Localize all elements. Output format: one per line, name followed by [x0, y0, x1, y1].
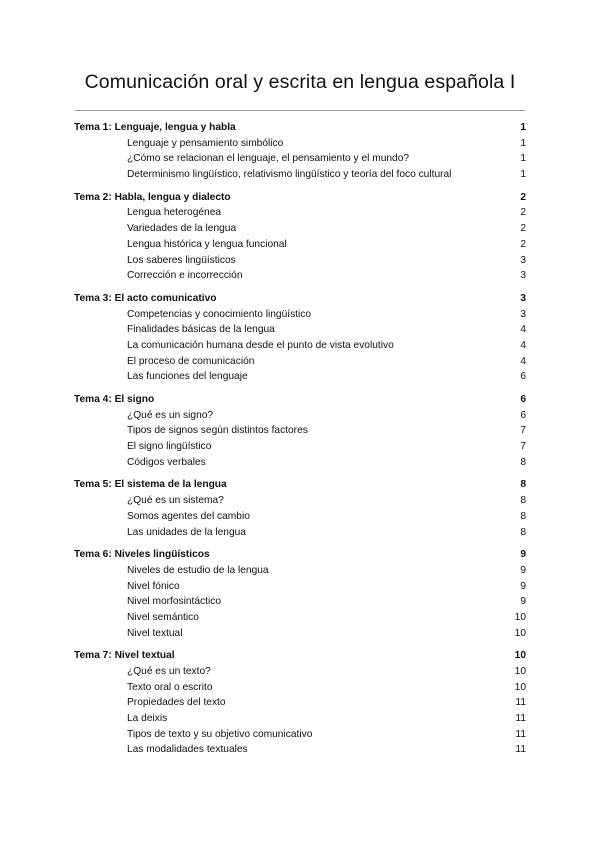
toc-entry-label: Variedades de la lengua: [127, 223, 237, 235]
toc-entry-label: ¿Qué es un sistema?: [127, 495, 224, 507]
toc-entry-page: 3: [520, 270, 526, 282]
toc-entry-page: 1: [520, 153, 526, 165]
toc-entry[interactable]: [74, 610, 526, 626]
toc-chapter-page: 3: [520, 292, 526, 304]
toc-entry-page: 9: [520, 564, 526, 576]
toc-entry-label: Códigos verbales: [127, 456, 206, 468]
toc-chapter-page: 2: [520, 191, 526, 203]
toc-entry[interactable]: [74, 354, 526, 370]
toc-entry-page: 9: [520, 580, 526, 592]
toc-entry[interactable]: [74, 439, 526, 455]
toc-entry[interactable]: [74, 369, 526, 385]
toc-entry-page: 8: [520, 495, 526, 507]
toc-entry[interactable]: [74, 493, 526, 509]
toc-chapter-heading[interactable]: [74, 547, 526, 563]
toc-section: [74, 120, 526, 183]
toc-entry-page: 11: [515, 697, 526, 709]
toc-entry-label: Lengua heterogénea: [127, 207, 222, 219]
toc-entry-label: Lenguaje y pensamiento simbólico: [127, 137, 284, 149]
toc-chapter-heading[interactable]: [74, 190, 526, 206]
toc-entry-label: Los saberes lingüísticos: [127, 254, 236, 266]
toc-entry-label: ¿Qué es un texto?: [127, 666, 211, 677]
toc-entry-label: Nivel textual: [127, 627, 183, 639]
toc-entry-label: La comunicación humana desde el punto de vista evolutivo: [127, 339, 394, 351]
toc-entry-page: 3: [520, 254, 526, 266]
toc-entry[interactable]: [74, 594, 526, 610]
toc-entry[interactable]: [74, 455, 526, 471]
toc-entry-label: Somos agentes del cambio: [127, 510, 250, 522]
toc-entry-label: Lengua histórica y lengua funcional: [127, 238, 287, 250]
toc-entry-label: Propiedades del texto: [127, 697, 226, 709]
toc-entry[interactable]: [74, 408, 526, 424]
toc-entry-page: 4: [520, 324, 526, 336]
toc-chapter-title: Tema 1: Lenguaje, lengua y habla: [74, 122, 236, 133]
toc-entry-label: Niveles de estudio de la lengua: [127, 564, 269, 576]
toc-chapter-heading[interactable]: [74, 648, 526, 664]
toc-entry-label: Determinismo lingüístico, relativismo lingüístico y teoría del foco cultural: [127, 169, 452, 181]
toc-entry-page: 6: [520, 409, 526, 421]
toc-entry[interactable]: [74, 253, 526, 269]
toc-entry-label: ¿Cómo se relacionan el lenguaje, el pensamiento y el mundo?: [127, 153, 410, 165]
toc-chapter-page: 6: [520, 394, 526, 405]
toc-entry-label: Las funciones del lenguaje: [127, 371, 248, 383]
toc-entry-page: 4: [520, 339, 526, 351]
toc-entry-page: 4: [520, 355, 526, 367]
toc-entry-page: 7: [520, 425, 526, 437]
toc-entry[interactable]: [74, 509, 526, 525]
toc-entry-page: 8: [520, 526, 526, 538]
toc-entry-page: 10: [514, 627, 526, 639]
table-of-contents: [74, 120, 526, 765]
toc-entry[interactable]: [74, 237, 526, 253]
toc-chapter-title: Tema 2: Habla, lengua y dialecto: [74, 191, 231, 203]
toc-chapter-title: Tema 5: El sistema de la lengua: [74, 479, 227, 491]
document-title: Comunicación oral y escrita en lengua española I: [84, 71, 516, 93]
toc-entry-page: 11: [515, 728, 526, 740]
toc-entry[interactable]: [74, 205, 526, 221]
toc-chapter-page: 1: [520, 122, 526, 133]
toc-entry-page: 8: [520, 510, 526, 522]
toc-entry-page: 10: [514, 666, 526, 677]
toc-entry-label: Nivel fónico: [127, 580, 180, 592]
toc-entry[interactable]: [74, 579, 526, 595]
toc-chapter-heading[interactable]: [74, 392, 526, 408]
toc-entry-label: Las unidades de la lengua: [127, 526, 246, 538]
toc-section: [74, 190, 526, 284]
toc-entry-page: 11: [515, 744, 526, 756]
toc-entry-page: 10: [514, 681, 526, 693]
toc-chapter-title: Tema 3: El acto comunicativo: [74, 292, 217, 304]
toc-entry[interactable]: [74, 268, 526, 284]
toc-entry[interactable]: [74, 742, 526, 758]
toc-entry-page: 9: [520, 596, 526, 608]
toc-chapter-heading[interactable]: [74, 477, 526, 493]
toc-entry-label: El proceso de comunicación: [127, 355, 255, 367]
toc-chapter-title: Tema 6: Niveles lingüísticos: [74, 549, 210, 561]
toc-entry[interactable]: [74, 167, 526, 183]
toc-entry-label: Tipos de texto y su objetivo comunicativo: [127, 728, 313, 740]
toc-entry[interactable]: [74, 727, 526, 743]
toc-section: [74, 392, 526, 470]
toc-chapter-title: Tema 4: El signo: [74, 394, 155, 405]
toc-entry-page: 7: [520, 441, 526, 453]
toc-entry[interactable]: [74, 322, 526, 338]
toc-entry[interactable]: [74, 525, 526, 541]
toc-entry-page: 1: [520, 169, 526, 181]
toc-entry-label: Nivel morfosintáctico: [127, 596, 221, 608]
toc-entry-label: ¿Qué es un signo?: [127, 409, 214, 421]
toc-chapter-page: 8: [520, 479, 526, 491]
toc-entry[interactable]: [74, 423, 526, 439]
toc-entry-page: 11: [515, 713, 526, 725]
toc-chapter-title: Tema 7: Nivel textual: [74, 650, 175, 662]
toc-entry-page: 2: [520, 223, 526, 235]
toc-entry-label: Tipos de signos según distintos factores: [127, 425, 308, 437]
toc-entry[interactable]: [74, 338, 526, 354]
toc-entry[interactable]: [74, 563, 526, 579]
toc-section: [74, 291, 526, 385]
toc-entry-label: Finalidades básicas de la lengua: [127, 324, 275, 336]
toc-section: [74, 547, 526, 641]
toc-entry-page: 8: [520, 456, 526, 468]
toc-chapter-heading[interactable]: [74, 291, 526, 307]
title-divider: [75, 110, 525, 111]
toc-entry-page: 2: [520, 238, 526, 250]
toc-entry-label: Las modalidades textuales: [127, 744, 248, 756]
toc-entry-label: Corrección e incorrección: [127, 270, 243, 282]
toc-entry-label: La deixis: [127, 713, 168, 725]
toc-entry[interactable]: [74, 695, 526, 711]
toc-section: [74, 477, 526, 540]
toc-entry-label: El signo lingüístico: [127, 441, 212, 453]
toc-entry-page: 10: [514, 611, 526, 623]
toc-section: [74, 648, 526, 758]
toc-entry[interactable]: [74, 136, 526, 152]
toc-entry[interactable]: [74, 664, 526, 680]
toc-entry-page: 1: [520, 137, 526, 149]
toc-entry[interactable]: [74, 221, 526, 237]
toc-chapter-heading[interactable]: [74, 120, 526, 136]
toc-entry[interactable]: [74, 626, 526, 642]
toc-entry[interactable]: [74, 680, 526, 696]
toc-entry-page: 3: [520, 308, 526, 320]
toc-entry[interactable]: [74, 307, 526, 323]
toc-entry-page: 6: [520, 371, 526, 383]
toc-entry-page: 2: [520, 207, 526, 219]
toc-chapter-page: 9: [520, 549, 526, 561]
toc-entry[interactable]: [74, 151, 526, 167]
toc-entry-label: Texto oral o escrito: [127, 681, 213, 693]
toc-chapter-page: 10: [514, 650, 526, 662]
toc-entry-label: Competencias y conocimiento lingüístico: [127, 308, 312, 320]
toc-entry[interactable]: [74, 711, 526, 727]
toc-entry-label: Nivel semántico: [127, 611, 199, 623]
